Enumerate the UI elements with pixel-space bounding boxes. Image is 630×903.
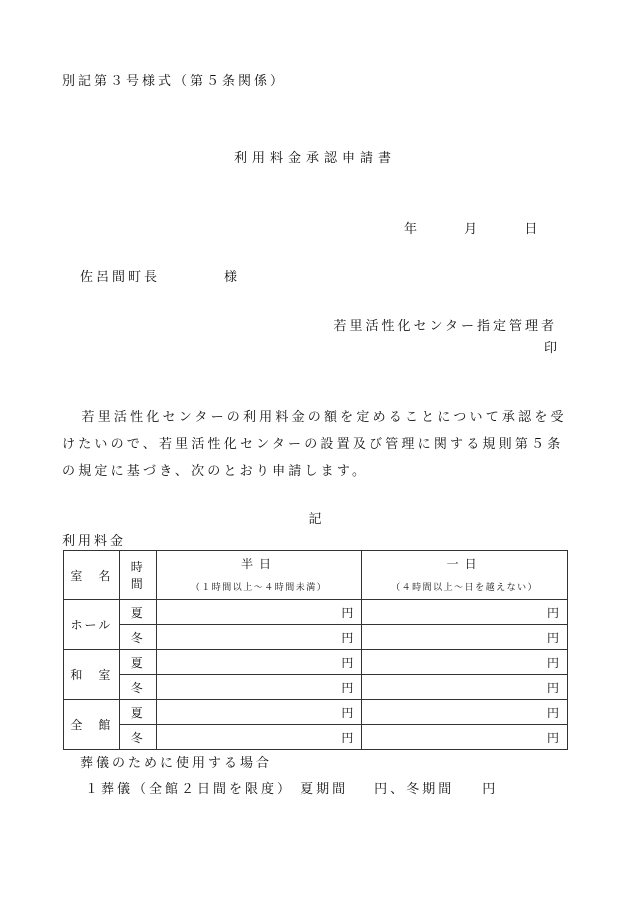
form-title: 利用料金承認申請書 — [233, 151, 396, 166]
date-day: 日 — [524, 222, 538, 237]
funeral-prefix: １葬儀（全館２日間を限度） — [85, 782, 294, 797]
half-day-fee-cell: 円 — [156, 650, 362, 675]
season-cell: 夏 — [119, 700, 156, 725]
header-time: 時間 — [119, 551, 156, 600]
room-whole-building: 全 館 — [64, 700, 120, 750]
table-row — [64, 675, 568, 700]
table-row — [64, 725, 568, 750]
fee-table — [63, 550, 568, 750]
table-row — [64, 650, 568, 675]
funeral-fee-line — [85, 778, 498, 797]
recipient-line — [80, 266, 240, 285]
full-day-fee-cell: 円 — [362, 625, 568, 650]
application-body-text: 若里活性化センターの利用料金の額を定めることについて承認を受けたいので、若里活性化センターの設置及び管理に関する規則第５条の規定に基づき、次のとおり申請します。 — [62, 410, 567, 479]
room-japanese-room: 和 室 — [64, 650, 120, 700]
date-year: 年 — [404, 222, 418, 237]
header-room: 室 名 — [64, 551, 120, 600]
full-day-fee-cell: 円 — [362, 725, 568, 750]
table-row — [64, 625, 568, 650]
funeral-summer-label: 夏期間 — [300, 782, 349, 797]
half-day-fee-cell: 円 — [156, 700, 362, 725]
header-full-day — [362, 551, 568, 600]
table-row — [64, 700, 568, 725]
half-day-fee-cell: 円 — [156, 725, 362, 750]
full-day-fee-cell: 円 — [362, 675, 568, 700]
season-cell: 夏 — [119, 600, 156, 625]
funeral-heading: 葬儀のために使用する場合 — [80, 756, 273, 771]
room-hall: ホール — [64, 600, 120, 650]
season-cell: 夏 — [119, 650, 156, 675]
funeral-winter-label: 冬期間 — [406, 782, 455, 797]
fee-table-header-row — [64, 551, 568, 600]
half-day-fee-cell: 円 — [156, 675, 362, 700]
season-cell: 冬 — [119, 675, 156, 700]
full-day-fee-cell: 円 — [362, 600, 568, 625]
table-row — [64, 600, 568, 625]
header-half-day-label: 半日 — [241, 557, 278, 571]
header-full-day-label: 一日 — [446, 557, 483, 571]
ki-heading: 記 — [308, 512, 322, 527]
header-half-day-note: （１時間以上～４時間未満） — [190, 583, 328, 593]
full-day-fee-cell: 円 — [362, 700, 568, 725]
date-line — [404, 218, 577, 237]
fee-section-label: 利用料金 — [62, 534, 127, 549]
full-day-fee-cell: 円 — [362, 650, 568, 675]
seal-mark: 印 — [543, 341, 557, 356]
header-full-day-note: （４時間以上～日を越えない） — [391, 583, 539, 593]
half-day-fee-cell: 円 — [156, 600, 362, 625]
date-month: 月 — [464, 222, 478, 237]
recipient-name: 佐呂間町長 — [80, 270, 161, 285]
form-number-label: 別記第３号様式（第５条関係） — [62, 74, 287, 89]
applicant-name: 若里活性化センター指定管理者 — [333, 319, 557, 334]
season-cell: 冬 — [119, 625, 156, 650]
recipient-honorific: 様 — [224, 270, 241, 285]
funeral-winter-yen: 円 — [482, 782, 499, 797]
half-day-fee-cell: 円 — [156, 625, 362, 650]
season-cell: 冬 — [119, 725, 156, 750]
header-half-day — [156, 551, 362, 600]
funeral-summer-yen: 円、 — [374, 782, 407, 797]
